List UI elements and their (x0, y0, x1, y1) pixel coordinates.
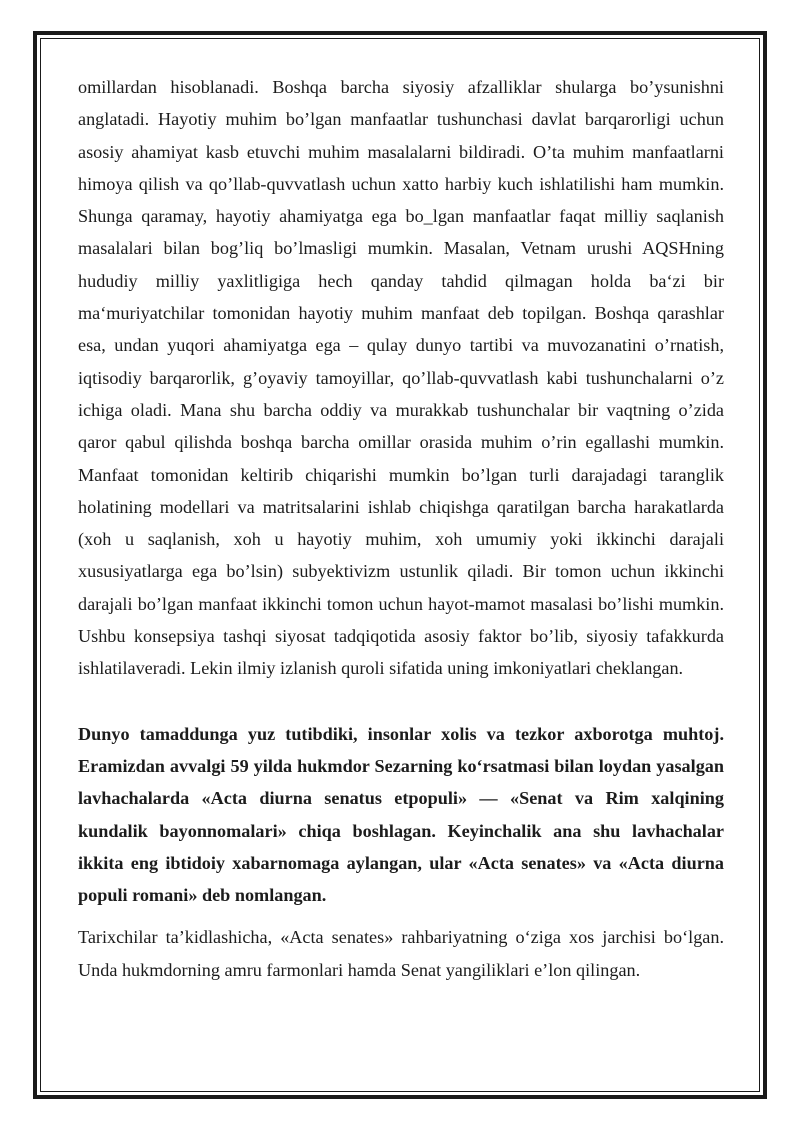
document-body (78, 71, 724, 986)
paragraph-acta-senates: Tarixchilar ta’kidlashicha, «Acta senates» rahbariyatning o‘ziga xos jarchisi bo‘lgan. Unda hukmdorning amru farmonlari hamda Senat yangiliklari e’lon qilingan. (78, 927, 724, 980)
paragraph-acta-diurna-bold: Dunyo tamaddunga yuz tutibdiki, insonlar xolis va tezkor axborotga muhtoj. Eramizdan avvalgi 59 yilda hukmdor Sezarning ko‘rsatmasi bilan loydan yasalgan lavhachalarda «Acta diurna senatus etpopuli» — «Senat va Rim xalqining kundalik bayonnomalari» chiqa boshlagan. Keyinchalik ana shu lavhachalar ikkita eng ibtidoiy xabarnomaga aylangan, ular «Acta senates» va «Acta diurna populi romani» deb nomlangan. (78, 723, 724, 906)
paragraph-national-interests: omillardan hisoblanadi. Boshqa barcha siyosiy afzalliklar shularga bo’ysunishni anglatadi. Hayotiy muhim bo’lgan manfaatlar tushunchasi davlat barqarorligi uchun asosiy ahamiyat kasb etuvchi muhim masalalarni bildiradi. O’ta muhim manfaatlarni himoya qilish va qo’llab-quvvatlash uchun xatto harbiy kuch ishlatilishi ham mumkin. Shunga qaramay, hayotiy ahamiyatga ega bo_lgan manfaatlar faqat milliy saqlanish masalalari bilan bog’liq bo’lmasligi mumkin. Masalan, Vetnam urushi AQSHning hududiy milliy yaxlitligiga hech qanday tahdid qilmagan holda ba‘zi bir ma‘muriyatchilar tomonidan hayotiy muhim manfaat deb topilgan. Boshqa qarashlar esa, undan yuqori ahamiyatga ega – qulay dunyo tartibi va muvozanatini o’rnatish, iqtisodiy barqarorlik, g’oyaviy tamoyillar, qo’llab-quvvatlash kabi tushunchalarni o’z ichiga oladi. Mana shu barcha oddiy va murakkab tushunchalar bir vaqtning o’zida qaror qabul qilishda boshqa barcha omillar orasida muhim o’rin egallashi mumkin. Manfaat tomonidan keltirib chiqarishi mumkin bo’lgan turli darajadagi taranglik holatining modellari va matritsalarini ishlab chiqishga qaratilgan barcha harakatlarda (xoh u saqlanish, xoh u hayotiy muhim, xoh umumiy yoki ikkinchi darajali xususiyatlarga ega bo’lsin) subyektivizm ustunlik qiladi. Bir tomon uchun ikkinchi darajali bo’lgan manfaat ikkinchi tomon uchun hayot-mamot masalasi bo’lishi mumkin. Ushbu konsepsiya tashqi siyosat tadqiqotida asosiy faktor bo’lib, siyosiy tafakkurda ishlatilaveradi. Lekin ilmiy izlanish quroli sifatida uning imkoniyatlari cheklangan. (78, 77, 724, 679)
